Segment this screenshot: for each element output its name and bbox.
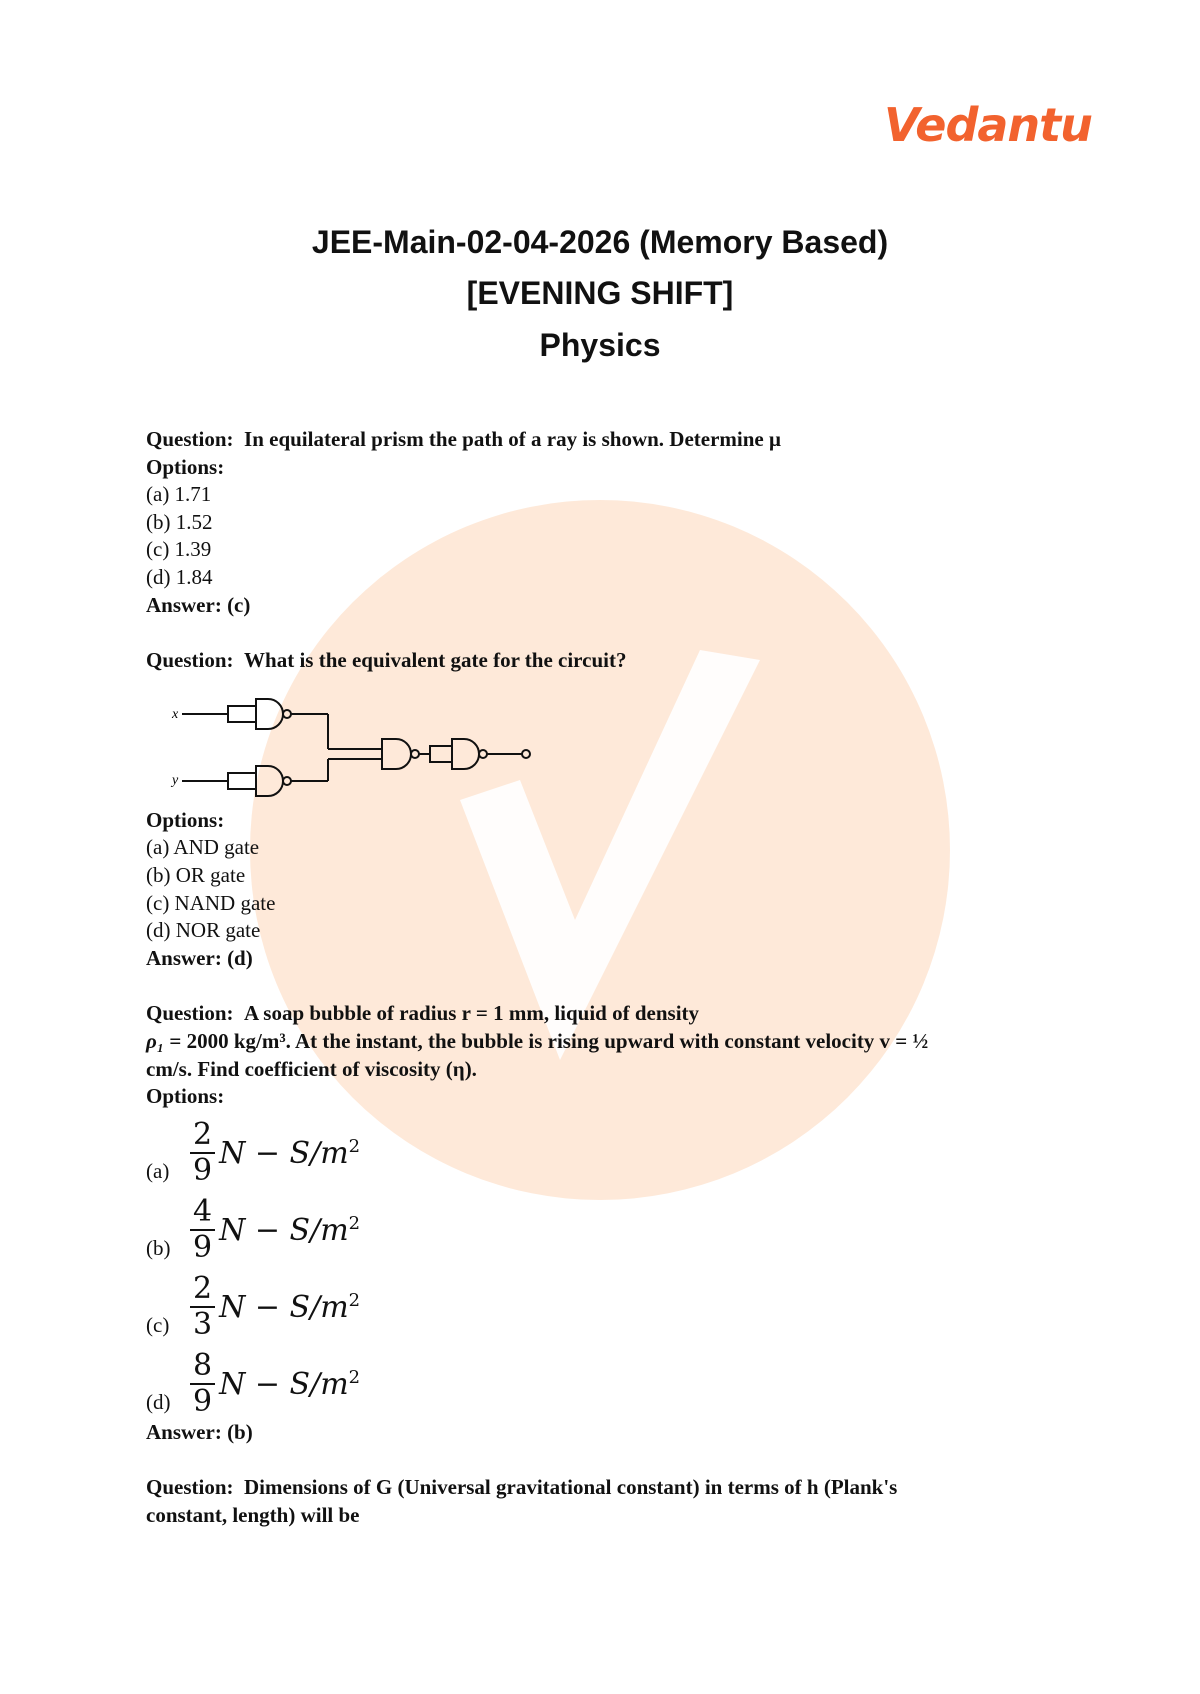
- option-a: (a) AND gate: [146, 835, 260, 860]
- denominator: 9: [193, 1229, 213, 1265]
- unit: [219, 1287, 360, 1342]
- unit: [219, 1210, 360, 1265]
- question-label: Question:: [146, 1475, 234, 1500]
- unit-text: N − S/m: [219, 1367, 349, 1403]
- numerator: 2: [190, 1118, 215, 1154]
- answer: Answer: (b): [146, 1419, 253, 1444]
- denominator: 9: [193, 1152, 213, 1188]
- option-c: (c) 1.39: [146, 537, 212, 562]
- unit: [219, 1364, 360, 1419]
- fraction: [190, 1272, 215, 1342]
- input-x-label: x: [172, 706, 179, 722]
- answer: Answer: (c): [146, 592, 251, 617]
- fraction: [190, 1195, 215, 1265]
- unit-text: N − S/m: [219, 1136, 349, 1172]
- question-text: A soap bubble of radius r = 1 mm, liquid of density: [244, 1001, 700, 1026]
- unit-text: N − S/m: [219, 1213, 349, 1249]
- options-label: Options:: [146, 454, 225, 479]
- question-label: Question:: [146, 648, 234, 673]
- question-text-cont: = 2000 kg/m³. At the instant, the bubble is rising upward with constant velocity v = ½: [164, 1028, 929, 1053]
- options-label: Options:: [146, 807, 225, 832]
- denominator: 3: [193, 1306, 213, 1342]
- question-text: What is the equivalent gate for the circuit?: [244, 648, 627, 673]
- fraction: [190, 1118, 215, 1188]
- unit-text: N − S/m: [219, 1290, 349, 1326]
- option-c: (c) NAND gate: [146, 890, 276, 915]
- unit-exponent: 2: [348, 1367, 361, 1389]
- unit-exponent: 2: [348, 1213, 361, 1235]
- option-label: (b): [146, 1236, 171, 1261]
- question-text-line2: [146, 1028, 1066, 1056]
- option-b: (b) OR gate: [146, 862, 246, 887]
- option-label: (d): [146, 1390, 171, 1415]
- page-title: JEE-Main-02-04-2026 (Memory Based): [311, 224, 889, 260]
- option-d: (d) NOR gate: [146, 918, 261, 943]
- unit: [219, 1133, 360, 1188]
- question-content: [146, 426, 1066, 1529]
- unit-exponent: 2: [348, 1290, 361, 1312]
- question-label: Question:: [146, 1001, 234, 1026]
- option-d: (d) 1.84: [146, 564, 213, 589]
- subject-title: Physics: [539, 327, 661, 363]
- density-symbol: ρ₁: [146, 1028, 165, 1053]
- question-3: [146, 1000, 1066, 1028]
- vedantu-logo: Vedantu: [884, 98, 1092, 152]
- answer: Answer: (d): [146, 945, 253, 970]
- nand-gate-1: [256, 699, 283, 729]
- options-label: Options:: [146, 1084, 225, 1109]
- numerator: 2: [190, 1272, 215, 1308]
- nand-gate-4: [452, 739, 479, 769]
- denominator: 9: [193, 1383, 213, 1419]
- question-label: Question:: [146, 427, 234, 451]
- numerator: 8: [190, 1349, 215, 1385]
- option-b: [146, 1188, 1066, 1265]
- question-text: In equilateral prism the path of a ray is shown. Determine μ: [244, 427, 781, 451]
- unit-exponent: 2: [348, 1136, 361, 1158]
- option-b: (b) 1.52: [146, 509, 213, 534]
- option-label: (a): [146, 1159, 170, 1184]
- question-4: [146, 1474, 1066, 1502]
- question-2: [146, 647, 1066, 675]
- option-c: [146, 1265, 1066, 1342]
- option-label: (c): [146, 1313, 170, 1338]
- shift-title: [EVENING SHIFT]: [466, 275, 734, 311]
- nand-gate-2: [256, 766, 283, 796]
- numerator: 4: [190, 1195, 215, 1231]
- nand-gate-3: [382, 739, 411, 769]
- question-text-line3: cm/s. Find coefficient of viscosity (η).: [146, 1056, 477, 1081]
- logic-circuit-diagram: [160, 681, 540, 801]
- question-1: [146, 426, 1066, 454]
- input-y-label: y: [172, 772, 179, 788]
- option-a: (a) 1.71: [146, 482, 212, 507]
- option-d: [146, 1342, 1066, 1419]
- option-a: [146, 1111, 1066, 1188]
- question-text: Dimensions of G (Universal gravitational constant) in terms of h (Plank's: [244, 1475, 898, 1500]
- fraction: [190, 1349, 215, 1419]
- question-text-line2: constant, length) will be: [146, 1502, 360, 1527]
